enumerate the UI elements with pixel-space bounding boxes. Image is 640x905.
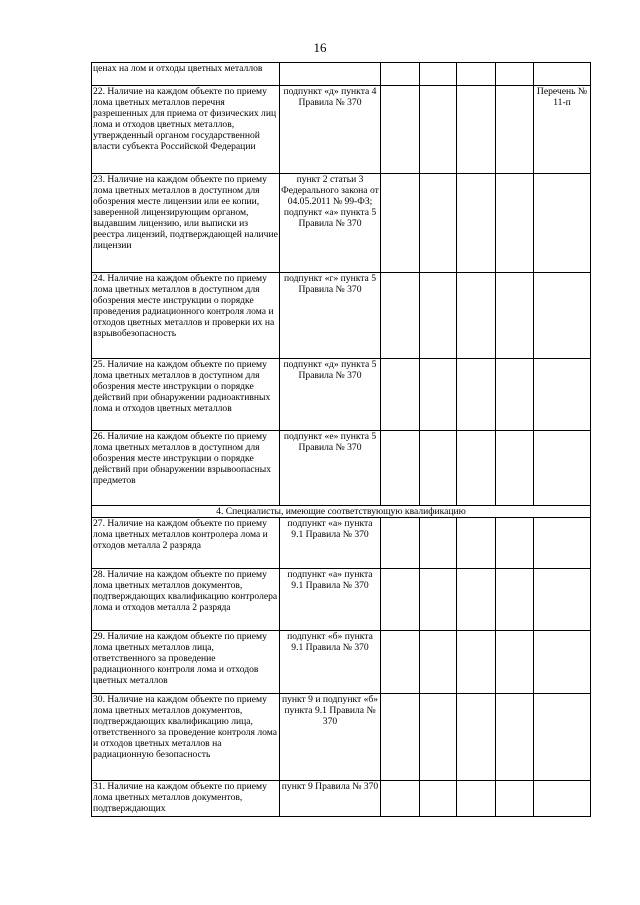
check-cell — [381, 273, 420, 359]
check-cell — [457, 431, 496, 506]
check-cell — [420, 273, 457, 359]
note-cell: Перечень № 11-п — [534, 86, 591, 174]
note-cell — [534, 518, 591, 569]
check-cell — [420, 518, 457, 569]
table-row — [92, 174, 591, 273]
check-cell — [457, 273, 496, 359]
reference-cell: подпункт «д» пункта 4 Правила № 370 — [280, 86, 381, 174]
reference-cell: пункт 9 Правила № 370 — [280, 781, 381, 817]
check-cell — [420, 86, 457, 174]
check-cell — [496, 431, 534, 506]
requirement-cell: 25. Наличие на каждом объекте по приему лома цветных металлов в доступном для обозрения месте инструкции о порядке действий при обнаружении радиоактивных лома и отходов цветных металлов — [92, 359, 280, 431]
table-row — [92, 569, 591, 631]
requirement-cell: 26. Наличие на каждом объекте по приему лома цветных металлов в доступном для обозрения месте инструкции о порядке действий при обнаружении взрывоопасных предметов — [92, 431, 280, 506]
note-cell — [534, 174, 591, 273]
check-cell — [420, 569, 457, 631]
table-row — [92, 431, 591, 506]
note-cell — [534, 273, 591, 359]
check-cell — [496, 63, 534, 86]
check-cell — [420, 781, 457, 817]
check-cell — [381, 431, 420, 506]
check-cell — [496, 359, 534, 431]
check-cell — [457, 569, 496, 631]
note-cell — [534, 569, 591, 631]
check-cell — [381, 569, 420, 631]
check-cell — [381, 518, 420, 569]
requirement-cell: 30. Наличие на каждом объекте по приему лома цветных металлов документов, подтверждающих квалификацию лица, ответственного за проведение контроля лома и отходов цветных металлов на радиационную безопасность — [92, 694, 280, 781]
table-row — [92, 518, 591, 569]
requirement-cell: ценах на лом и отходы цветных металлов — [92, 63, 280, 86]
requirement-cell: 23. Наличие на каждом объекте по приему лома цветных металлов в доступном для обозрения месте лицензии или ее копии, заверенной лицензирующим органом, выдавшим лицензию, или выписки из реестра лицензий, подтверждающей наличие лицензии — [92, 174, 280, 273]
check-cell — [381, 174, 420, 273]
reference-cell: подпункт «б» пункта 9.1 Правила № 370 — [280, 631, 381, 694]
check-cell — [381, 781, 420, 817]
reference-cell: подпункт «г» пункта 5 Правила № 370 — [280, 273, 381, 359]
reference-cell: подпункт «а» пункта 9.1 Правила № 370 — [280, 569, 381, 631]
check-cell — [420, 631, 457, 694]
reference-cell: пункт 2 статьи 3 Федерального закона от 04.05.2011 № 99-ФЗ; подпункт «а» пункта 5 Правила № 370 — [280, 174, 381, 273]
check-cell — [457, 63, 496, 86]
requirement-cell: 29. Наличие на каждом объекте по приему лома цветных металлов лица, ответственного за проведение радиационного контроля лома и отходов цветных металлов — [92, 631, 280, 694]
reference-cell: подпункт «а» пункта 9.1 Правила № 370 — [280, 518, 381, 569]
check-cell — [381, 63, 420, 86]
check-cell — [381, 694, 420, 781]
check-cell — [381, 359, 420, 431]
table-row — [92, 781, 591, 817]
note-cell — [534, 63, 591, 86]
check-cell — [420, 694, 457, 781]
page-number: 16 — [313, 40, 327, 55]
check-cell — [496, 781, 534, 817]
check-cell — [496, 86, 534, 174]
check-cell — [381, 631, 420, 694]
reference-cell: подпункт «д» пункта 5 Правила № 370 — [280, 359, 381, 431]
checklist-table — [91, 62, 591, 817]
requirement-cell: 27. Наличие на каждом объекте по приему лома цветных металлов контролера лома и отходов металла 2 разряда — [92, 518, 280, 569]
reference-cell: пункт 9 и подпункт «б» пункта 9.1 Правила № 370 — [280, 694, 381, 781]
table-row — [92, 86, 591, 174]
reference-cell — [280, 63, 381, 86]
check-cell — [496, 631, 534, 694]
check-cell — [457, 631, 496, 694]
check-cell — [496, 273, 534, 359]
check-cell — [457, 174, 496, 273]
requirement-cell: 22. Наличие на каждом объекте по приему лома цветных металлов перечня разрешенных для приема от физических лиц лома и отходов цветных металлов, утвержденный органом государственной власти субъекта Российской Федерации — [92, 86, 280, 174]
requirement-cell: 24. Наличие на каждом объекте по приему лома цветных металлов в доступном для обозрения месте инструкции о порядке проведения радиационного контроля лома и отходов цветных металлов и проверки их на взрывобезопасность — [92, 273, 280, 359]
check-cell — [457, 86, 496, 174]
check-cell — [496, 174, 534, 273]
note-cell — [534, 781, 591, 817]
section-heading: 4. Специалисты, имеющие соответствующую квалификацию — [92, 506, 591, 518]
check-cell — [496, 518, 534, 569]
table-row — [92, 63, 591, 86]
note-cell — [534, 631, 591, 694]
section-row — [92, 506, 591, 518]
check-cell — [457, 694, 496, 781]
note-cell — [534, 694, 591, 781]
check-cell — [381, 86, 420, 174]
table-row — [92, 631, 591, 694]
check-cell — [420, 63, 457, 86]
table-row — [92, 273, 591, 359]
check-cell — [420, 174, 457, 273]
note-cell — [534, 431, 591, 506]
requirement-cell: 31. Наличие на каждом объекте по приему лома цветных металлов документов, подтверждающих — [92, 781, 280, 817]
check-cell — [420, 359, 457, 431]
check-cell — [420, 431, 457, 506]
check-cell — [457, 781, 496, 817]
check-cell — [496, 569, 534, 631]
table-row — [92, 359, 591, 431]
check-cell — [457, 359, 496, 431]
check-cell — [457, 518, 496, 569]
reference-cell: подпункт «е» пункта 5 Правила № 370 — [280, 431, 381, 506]
note-cell — [534, 359, 591, 431]
check-cell — [496, 694, 534, 781]
requirement-cell: 28. Наличие на каждом объекте по приему лома цветных металлов документов, подтверждающих квалификацию контролера лома и отходов металла 2 разряда — [92, 569, 280, 631]
table-row — [92, 694, 591, 781]
